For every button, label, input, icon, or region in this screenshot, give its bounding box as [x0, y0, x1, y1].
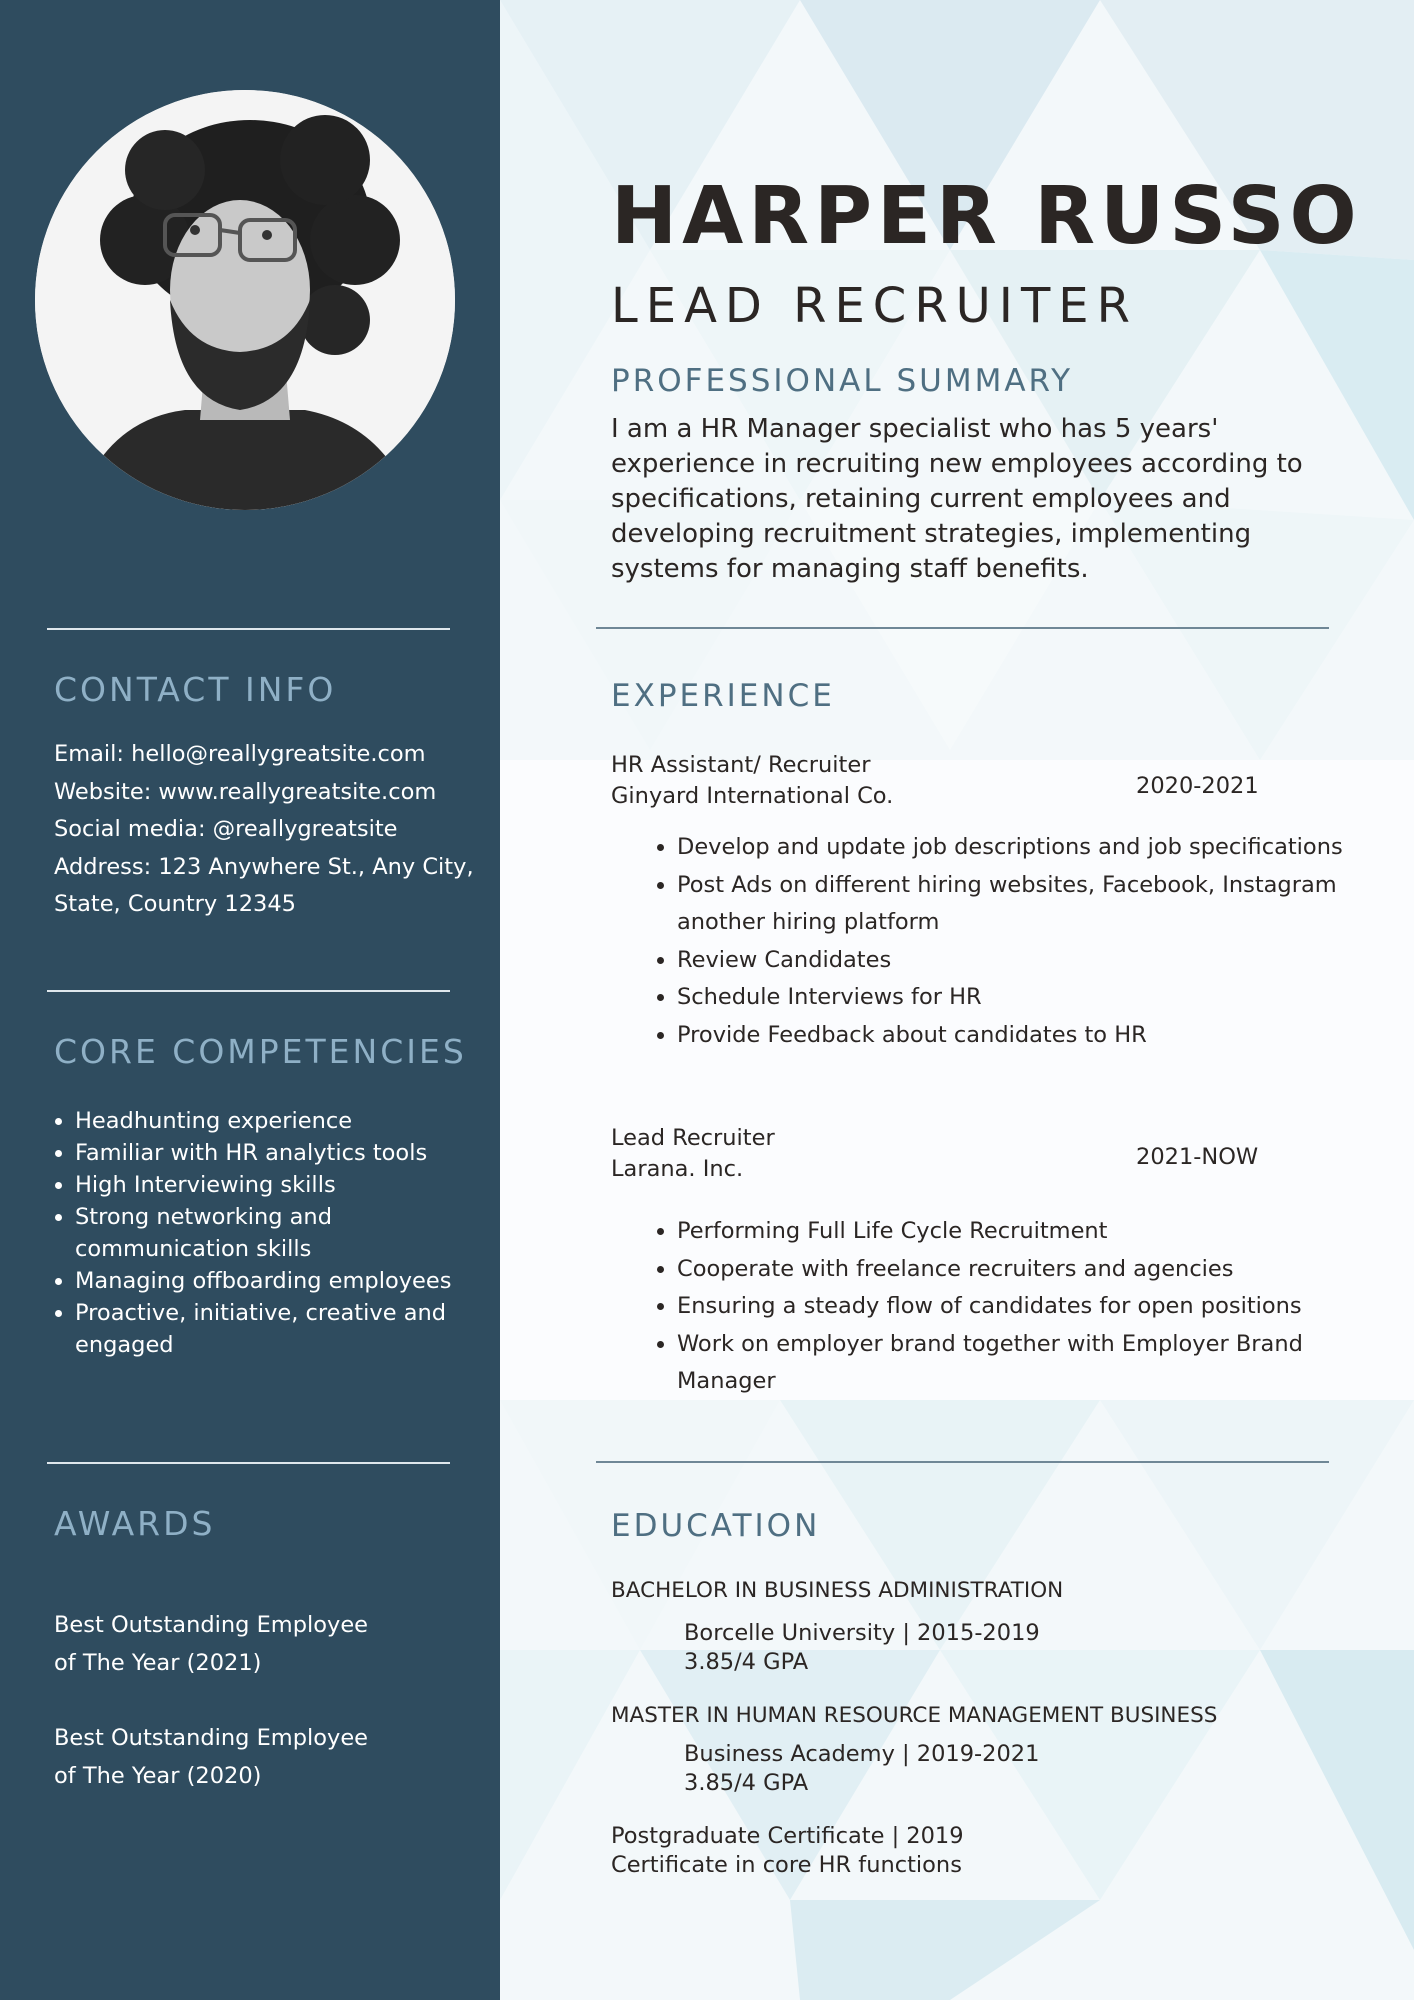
education-school: Business Academy | 2019-2021 [684, 1741, 1040, 1767]
divider [596, 1461, 1329, 1463]
education-school: Borcelle University | 2015-2019 [684, 1620, 1040, 1646]
list-item: • Managing offboarding employees [75, 1265, 495, 1297]
contact-address-line2: State, Country 12345 [54, 891, 296, 917]
award-line1: Best Outstanding Employee [54, 1725, 369, 1751]
divider [47, 1462, 450, 1464]
competencies-heading: CORE COMPETENCIES [54, 1032, 467, 1071]
list-item: • Proactive, initiative, creative and engaged [75, 1297, 495, 1361]
job-bullets [651, 1213, 1367, 1401]
candidate-name: HARPER RUSSO [611, 170, 1362, 262]
award-item [54, 1607, 414, 1682]
certificate-title: Postgraduate Certificate | 2019 [611, 1823, 964, 1849]
contact-address-line1: Address: 123 Anywhere St., Any City, [54, 853, 474, 880]
job-title: Lead Recruiter [611, 1125, 775, 1151]
education-degree: MASTER IN HUMAN RESOURCE MANAGEMENT BUSINESS [611, 1703, 1218, 1728]
contact-social: Social media: @reallygreatsite [54, 816, 398, 842]
list-item: • Strong networking and communication skills [75, 1201, 495, 1265]
list-item: • Performing Full Life Cycle Recruitment [677, 1213, 1367, 1251]
award-item [54, 1720, 414, 1795]
contact-heading: CONTACT INFO [54, 670, 337, 709]
divider [47, 628, 450, 630]
main-panel [500, 0, 1414, 2000]
list-item: • Cooperate with freelance recruiters and agencies [677, 1251, 1367, 1289]
award-line2: of The Year (2020) [54, 1762, 262, 1789]
education-degree: BACHELOR IN BUSINESS ADMINISTRATION [611, 1578, 1064, 1603]
experience-heading: EXPERIENCE [611, 678, 835, 714]
awards-heading: AWARDS [54, 1504, 216, 1543]
award-line1: Best Outstanding Employee [54, 1612, 369, 1638]
summary-text: I am a HR Manager specialist who has 5 years' experience in recruiting new employees according to specifications, retaining current employees and developing recruitment strategies, implementing systems for managing staff benefits. [611, 414, 1303, 584]
contact-email: Email: hello@reallygreatsite.com [54, 741, 426, 767]
sidebar [0, 0, 500, 2000]
job-dates: 2021-NOW [1136, 1144, 1259, 1170]
summary-heading: PROFESSIONAL SUMMARY [611, 363, 1074, 399]
education-gpa: 3.85/4 GPA [684, 1649, 809, 1675]
education-gpa: 3.85/4 GPA [684, 1770, 809, 1796]
job-dates: 2020-2021 [1136, 773, 1259, 799]
contact-website: Website: www.reallygreatsite.com [54, 778, 437, 805]
job-company: Ginyard International Co. [611, 783, 894, 809]
list-item: • High Interviewing skills [75, 1169, 495, 1201]
list-item: • Schedule Interviews for HR [677, 979, 1367, 1017]
list-item: • Ensuring a steady flow of candidates for open positions [677, 1288, 1367, 1326]
profile-photo [35, 90, 455, 510]
list-item: • Develop and update job descriptions and job specifications [677, 829, 1367, 867]
education-heading: EDUCATION [611, 1508, 821, 1544]
list-item: • Review Candidates [677, 942, 1367, 980]
list-item: • Work on employer brand together with Employer Brand Manager [677, 1326, 1367, 1401]
list-item: • Post Ads on different hiring websites, Facebook, Instagram another hiring platform [677, 867, 1367, 942]
award-line2: of The Year (2021) [54, 1649, 262, 1676]
portrait-illustration [35, 90, 455, 510]
candidate-role: LEAD RECRUITER [611, 278, 1138, 334]
list-item: • Familiar with HR analytics tools [75, 1137, 495, 1169]
job-title: HR Assistant/ Recruiter [611, 752, 871, 778]
job-company: Larana. Inc. [611, 1156, 744, 1182]
competencies-list [50, 1105, 495, 1361]
divider [47, 990, 450, 992]
certificate-detail: Certificate in core HR functions [611, 1852, 962, 1878]
contact-list [54, 736, 494, 924]
list-item: • Headhunting experience [75, 1105, 495, 1137]
divider [596, 627, 1329, 629]
list-item: • Provide Feedback about candidates to HR [677, 1017, 1367, 1055]
job-bullets [651, 829, 1367, 1054]
